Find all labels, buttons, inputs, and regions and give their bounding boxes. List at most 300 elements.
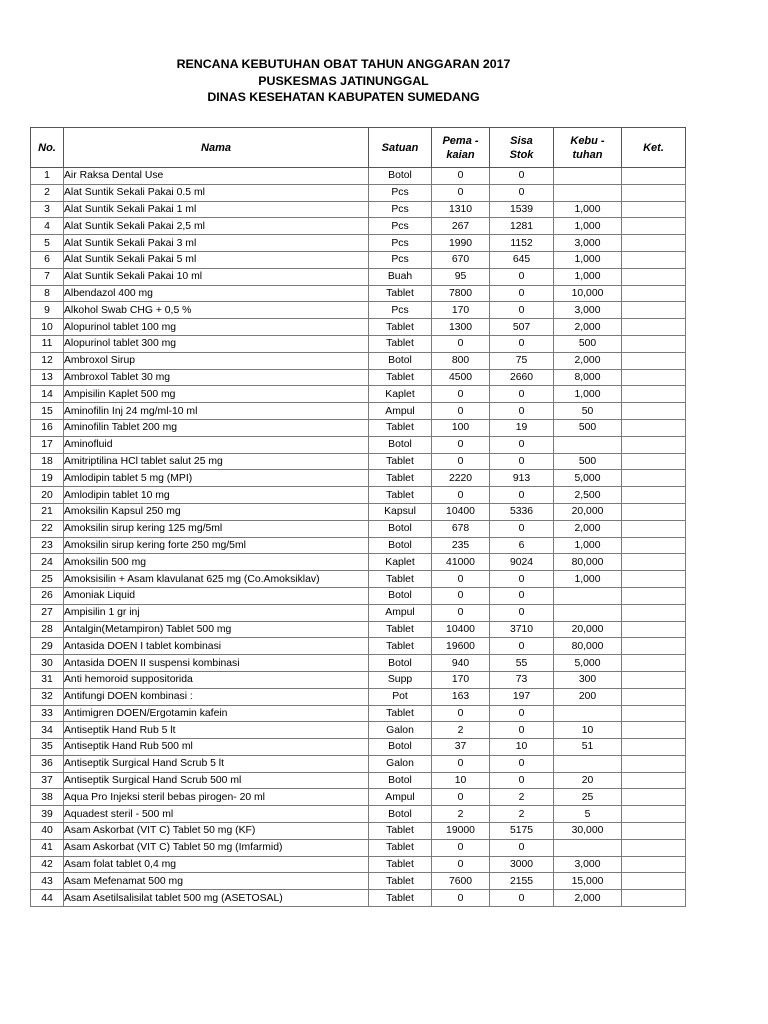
cell-satuan: Supp (369, 671, 432, 688)
cell-pemakaian: 7600 (432, 873, 490, 890)
cell-no: 29 (31, 638, 64, 655)
cell-satuan: Botol (369, 168, 432, 185)
cell-satuan: Pot (369, 688, 432, 705)
cell-satuan: Tablet (369, 823, 432, 840)
cell-nama: Antiseptik Surgical Hand Scrub 5 lt (64, 755, 369, 772)
cell-ket (622, 856, 686, 873)
cell-no: 20 (31, 487, 64, 504)
cell-nama: Amoksilin Kapsul 250 mg (64, 503, 369, 520)
cell-ket (622, 839, 686, 856)
cell-no: 30 (31, 655, 64, 672)
cell-nama: Asam Askorbat (VIT C) Tablet 50 mg (Imfarmid) (64, 839, 369, 856)
cell-pemakaian: 0 (432, 403, 490, 420)
cell-sisa-stok: 10 (490, 739, 554, 756)
table-header (31, 128, 686, 168)
cell-no: 17 (31, 436, 64, 453)
cell-satuan: Botol (369, 352, 432, 369)
table-row (31, 453, 686, 470)
cell-nama: Antiseptik Hand Rub 5 lt (64, 722, 369, 739)
cell-ket (622, 520, 686, 537)
cell-kebutuhan: 1,000 (554, 268, 622, 285)
table-row (31, 218, 686, 235)
cell-no: 32 (31, 688, 64, 705)
cell-ket (622, 890, 686, 907)
cell-sisa-stok: 0 (490, 436, 554, 453)
cell-nama: Anti hemoroid suppositorida (64, 671, 369, 688)
table-row (31, 537, 686, 554)
cell-no: 37 (31, 772, 64, 789)
cell-no: 41 (31, 839, 64, 856)
cell-kebutuhan: 1,000 (554, 571, 622, 588)
cell-sisa-stok: 0 (490, 386, 554, 403)
cell-pemakaian: 0 (432, 755, 490, 772)
table-row (31, 520, 686, 537)
cell-ket (622, 705, 686, 722)
cell-sisa-stok: 5336 (490, 503, 554, 520)
table-row (31, 419, 686, 436)
cell-sisa-stok: 0 (490, 587, 554, 604)
cell-satuan: Galon (369, 755, 432, 772)
cell-pemakaian: 0 (432, 453, 490, 470)
cell-satuan: Tablet (369, 335, 432, 352)
cell-nama: Amitriptilina HCl tablet salut 25 mg (64, 453, 369, 470)
cell-kebutuhan: 2,000 (554, 319, 622, 336)
cell-nama: Amoksilin sirup kering forte 250 mg/5ml (64, 537, 369, 554)
table-row (31, 688, 686, 705)
cell-nama: Antimigren DOEN/Ergotamin kafein (64, 705, 369, 722)
cell-kebutuhan: 5,000 (554, 470, 622, 487)
header-pemakaian-line2: kaian (446, 148, 475, 161)
cell-pemakaian: 1990 (432, 235, 490, 252)
cell-ket (622, 403, 686, 420)
cell-sisa-stok: 0 (490, 839, 554, 856)
cell-ket (622, 302, 686, 319)
cell-ket (622, 470, 686, 487)
cell-satuan: Botol (369, 806, 432, 823)
cell-sisa-stok: 0 (490, 403, 554, 420)
cell-sisa-stok: 0 (490, 302, 554, 319)
table-row (31, 739, 686, 756)
cell-kebutuhan: 20,000 (554, 503, 622, 520)
cell-kebutuhan: 30,000 (554, 823, 622, 840)
cell-ket (622, 319, 686, 336)
cell-sisa-stok: 0 (490, 184, 554, 201)
cell-pemakaian: 2 (432, 806, 490, 823)
cell-kebutuhan: 500 (554, 453, 622, 470)
title-line-dinas: DINAS KESEHATAN KABUPATEN SUMEDANG (207, 90, 480, 104)
cell-sisa-stok: 2 (490, 806, 554, 823)
cell-no: 34 (31, 722, 64, 739)
cell-ket (622, 688, 686, 705)
cell-pemakaian: 0 (432, 386, 490, 403)
cell-no: 23 (31, 537, 64, 554)
cell-ket (622, 739, 686, 756)
cell-kebutuhan: 2,000 (554, 520, 622, 537)
table-body (31, 168, 686, 907)
table-row (31, 235, 686, 252)
cell-ket (622, 621, 686, 638)
cell-nama: Alat Suntik Sekali Pakai 3 ml (64, 235, 369, 252)
cell-nama: Alat Suntik Sekali Pakai 2,5 ml (64, 218, 369, 235)
cell-nama: Antiseptik Surgical Hand Scrub 500 ml (64, 772, 369, 789)
cell-no: 25 (31, 571, 64, 588)
cell-sisa-stok: 913 (490, 470, 554, 487)
document-title-block (0, 56, 687, 106)
cell-sisa-stok: 197 (490, 688, 554, 705)
cell-no: 36 (31, 755, 64, 772)
cell-no: 1 (31, 168, 64, 185)
cell-kebutuhan: 500 (554, 419, 622, 436)
cell-nama: Alkohol Swab CHG + 0,5 % (64, 302, 369, 319)
cell-kebutuhan: 1,000 (554, 201, 622, 218)
cell-sisa-stok: 0 (490, 722, 554, 739)
table-row (31, 823, 686, 840)
table-row (31, 319, 686, 336)
cell-sisa-stok: 0 (490, 705, 554, 722)
cell-ket (622, 251, 686, 268)
cell-sisa-stok: 1152 (490, 235, 554, 252)
cell-sisa-stok: 0 (490, 168, 554, 185)
cell-pemakaian: 0 (432, 571, 490, 588)
cell-kebutuhan (554, 839, 622, 856)
cell-ket (622, 571, 686, 588)
cell-no: 7 (31, 268, 64, 285)
cell-pemakaian: 100 (432, 419, 490, 436)
cell-nama: Alat Suntik Sekali Pakai 10 ml (64, 268, 369, 285)
cell-nama: Amoniak Liquid (64, 587, 369, 604)
cell-satuan: Tablet (369, 705, 432, 722)
cell-pemakaian: 0 (432, 168, 490, 185)
cell-ket (622, 453, 686, 470)
cell-kebutuhan: 2,000 (554, 890, 622, 907)
cell-nama: Aminofluid (64, 436, 369, 453)
cell-ket (622, 487, 686, 504)
table-row (31, 621, 686, 638)
cell-nama: Alopurinol tablet 300 mg (64, 335, 369, 352)
table-row (31, 335, 686, 352)
header-no: No. (31, 128, 64, 168)
cell-kebutuhan (554, 705, 622, 722)
cell-satuan: Pcs (369, 201, 432, 218)
cell-ket (622, 419, 686, 436)
cell-ket (622, 184, 686, 201)
cell-nama: Amlodipin tablet 5 mg (MPI) (64, 470, 369, 487)
cell-ket (622, 268, 686, 285)
cell-pemakaian: 163 (432, 688, 490, 705)
cell-satuan: Ampul (369, 604, 432, 621)
cell-ket (622, 285, 686, 302)
cell-pemakaian: 7800 (432, 285, 490, 302)
cell-nama: Alopurinol tablet 100 mg (64, 319, 369, 336)
table-row (31, 806, 686, 823)
cell-nama: Asam Askorbat (VIT C) Tablet 50 mg (KF) (64, 823, 369, 840)
cell-no: 13 (31, 369, 64, 386)
cell-sisa-stok: 0 (490, 453, 554, 470)
table-row (31, 436, 686, 453)
cell-sisa-stok: 6 (490, 537, 554, 554)
header-pemakaian (432, 128, 490, 168)
cell-nama: Aminofilin Tablet 200 mg (64, 419, 369, 436)
cell-no: 12 (31, 352, 64, 369)
cell-satuan: Ampul (369, 789, 432, 806)
cell-sisa-stok: 0 (490, 755, 554, 772)
table-row (31, 285, 686, 302)
table-row (31, 671, 686, 688)
cell-ket (622, 789, 686, 806)
cell-nama: Alat Suntik Sekali Pakai 5 ml (64, 251, 369, 268)
table-row (31, 839, 686, 856)
cell-ket (622, 873, 686, 890)
cell-satuan: Tablet (369, 890, 432, 907)
cell-sisa-stok: 0 (490, 335, 554, 352)
cell-kebutuhan: 50 (554, 403, 622, 420)
cell-no: 14 (31, 386, 64, 403)
cell-sisa-stok: 0 (490, 520, 554, 537)
cell-ket (622, 537, 686, 554)
cell-no: 3 (31, 201, 64, 218)
cell-satuan: Buah (369, 268, 432, 285)
cell-no: 2 (31, 184, 64, 201)
cell-ket (622, 503, 686, 520)
cell-no: 11 (31, 335, 64, 352)
table-row (31, 571, 686, 588)
cell-kebutuhan: 20 (554, 772, 622, 789)
medicine-needs-table (30, 127, 686, 907)
cell-kebutuhan: 300 (554, 671, 622, 688)
cell-ket (622, 554, 686, 571)
table-row (31, 604, 686, 621)
cell-satuan: Pcs (369, 235, 432, 252)
cell-satuan: Kaplet (369, 386, 432, 403)
table-row (31, 722, 686, 739)
cell-sisa-stok: 5175 (490, 823, 554, 840)
cell-kebutuhan: 15,000 (554, 873, 622, 890)
header-satuan: Satuan (369, 128, 432, 168)
cell-ket (622, 638, 686, 655)
header-pemakaian-line1: Pema - (442, 134, 479, 147)
cell-kebutuhan: 1,000 (554, 386, 622, 403)
cell-sisa-stok: 0 (490, 604, 554, 621)
cell-pemakaian: 95 (432, 268, 490, 285)
cell-kebutuhan (554, 436, 622, 453)
cell-sisa-stok: 3000 (490, 856, 554, 873)
cell-kebutuhan: 5,000 (554, 655, 622, 672)
cell-kebutuhan: 51 (554, 739, 622, 756)
header-kebutuhan (554, 128, 622, 168)
cell-pemakaian: 0 (432, 705, 490, 722)
cell-ket (622, 587, 686, 604)
cell-sisa-stok: 1539 (490, 201, 554, 218)
cell-ket (622, 168, 686, 185)
cell-satuan: Pcs (369, 184, 432, 201)
cell-pemakaian: 41000 (432, 554, 490, 571)
cell-no: 16 (31, 419, 64, 436)
cell-sisa-stok: 507 (490, 319, 554, 336)
cell-satuan: Botol (369, 655, 432, 672)
cell-kebutuhan (554, 168, 622, 185)
table-row (31, 705, 686, 722)
cell-sisa-stok: 9024 (490, 554, 554, 571)
cell-kebutuhan: 1,000 (554, 251, 622, 268)
cell-pemakaian: 0 (432, 856, 490, 873)
cell-kebutuhan: 80,000 (554, 638, 622, 655)
cell-ket (622, 436, 686, 453)
cell-pemakaian: 37 (432, 739, 490, 756)
cell-pemakaian: 940 (432, 655, 490, 672)
title-line-plan: RENCANA KEBUTUHAN OBAT TAHUN ANGGARAN 2017 (176, 57, 511, 71)
cell-pemakaian: 2220 (432, 470, 490, 487)
cell-ket (622, 755, 686, 772)
cell-kebutuhan (554, 755, 622, 772)
cell-nama: Ampisilin Kaplet 500 mg (64, 386, 369, 403)
cell-satuan: Kaplet (369, 554, 432, 571)
cell-ket (622, 335, 686, 352)
cell-kebutuhan: 3,000 (554, 302, 622, 319)
cell-pemakaian: 0 (432, 487, 490, 504)
cell-no: 22 (31, 520, 64, 537)
table-row (31, 587, 686, 604)
header-ket: Ket. (622, 128, 686, 168)
cell-no: 18 (31, 453, 64, 470)
table-row (31, 201, 686, 218)
cell-satuan: Tablet (369, 285, 432, 302)
cell-satuan: Tablet (369, 453, 432, 470)
cell-pemakaian: 0 (432, 839, 490, 856)
cell-pemakaian: 0 (432, 604, 490, 621)
cell-ket (622, 823, 686, 840)
cell-satuan: Galon (369, 722, 432, 739)
cell-sisa-stok: 2155 (490, 873, 554, 890)
table-row (31, 638, 686, 655)
cell-pemakaian: 678 (432, 520, 490, 537)
cell-sisa-stok: 1281 (490, 218, 554, 235)
cell-kebutuhan: 500 (554, 335, 622, 352)
cell-ket (622, 806, 686, 823)
cell-sisa-stok: 3710 (490, 621, 554, 638)
cell-nama: Ampisilin 1 gr inj (64, 604, 369, 621)
cell-nama: Antasida DOEN II suspensi kombinasi (64, 655, 369, 672)
cell-ket (622, 671, 686, 688)
cell-no: 42 (31, 856, 64, 873)
cell-pemakaian: 19600 (432, 638, 490, 655)
cell-no: 28 (31, 621, 64, 638)
cell-satuan: Tablet (369, 369, 432, 386)
cell-kebutuhan: 1,000 (554, 218, 622, 235)
cell-satuan: Kapsul (369, 503, 432, 520)
table-row (31, 369, 686, 386)
cell-pemakaian: 0 (432, 436, 490, 453)
cell-no: 33 (31, 705, 64, 722)
cell-satuan: Pcs (369, 251, 432, 268)
cell-pemakaian: 670 (432, 251, 490, 268)
cell-satuan: Botol (369, 587, 432, 604)
cell-no: 8 (31, 285, 64, 302)
cell-kebutuhan: 10 (554, 722, 622, 739)
cell-kebutuhan: 8,000 (554, 369, 622, 386)
cell-ket (622, 201, 686, 218)
cell-satuan: Botol (369, 520, 432, 537)
cell-nama: Antifungi DOEN kombinasi : (64, 688, 369, 705)
cell-sisa-stok: 0 (490, 285, 554, 302)
cell-kebutuhan: 1,000 (554, 537, 622, 554)
cell-satuan: Tablet (369, 873, 432, 890)
cell-sisa-stok: 75 (490, 352, 554, 369)
cell-nama: Amlodipin tablet 10 mg (64, 487, 369, 504)
table-row (31, 302, 686, 319)
cell-nama: Alat Suntik Sekali Pakai 0.5 ml (64, 184, 369, 201)
cell-no: 4 (31, 218, 64, 235)
cell-kebutuhan (554, 184, 622, 201)
cell-sisa-stok: 645 (490, 251, 554, 268)
cell-satuan: Botol (369, 537, 432, 554)
cell-pemakaian: 0 (432, 335, 490, 352)
cell-pemakaian: 0 (432, 789, 490, 806)
cell-ket (622, 386, 686, 403)
table-row (31, 268, 686, 285)
cell-no: 38 (31, 789, 64, 806)
cell-satuan: Botol (369, 739, 432, 756)
cell-satuan: Tablet (369, 856, 432, 873)
title-line-puskesmas: PUSKESMAS JATINUNGGAL (258, 73, 429, 88)
cell-pemakaian: 4500 (432, 369, 490, 386)
cell-no: 27 (31, 604, 64, 621)
cell-no: 10 (31, 319, 64, 336)
cell-satuan: Tablet (369, 319, 432, 336)
cell-no: 19 (31, 470, 64, 487)
cell-sisa-stok: 2660 (490, 369, 554, 386)
cell-pemakaian: 0 (432, 890, 490, 907)
cell-no: 15 (31, 403, 64, 420)
cell-nama: Alat Suntik Sekali Pakai 1 ml (64, 201, 369, 218)
cell-nama: Aqua Pro Injeksi steril bebas pirogen- 20 ml (64, 789, 369, 806)
cell-nama: Amoksilin 500 mg (64, 554, 369, 571)
cell-sisa-stok: 19 (490, 419, 554, 436)
cell-sisa-stok: 0 (490, 772, 554, 789)
table-row (31, 487, 686, 504)
cell-satuan: Ampul (369, 403, 432, 420)
cell-ket (622, 352, 686, 369)
header-row (31, 128, 686, 168)
cell-kebutuhan: 3,000 (554, 856, 622, 873)
cell-nama: Air Raksa Dental Use (64, 168, 369, 185)
table-row (31, 856, 686, 873)
cell-ket (622, 722, 686, 739)
cell-nama: Asam Mefenamat 500 mg (64, 873, 369, 890)
cell-pemakaian: 0 (432, 587, 490, 604)
cell-pemakaian: 235 (432, 537, 490, 554)
cell-nama: Antasida DOEN I tablet kombinasi (64, 638, 369, 655)
cell-kebutuhan: 10,000 (554, 285, 622, 302)
cell-satuan: Tablet (369, 571, 432, 588)
cell-kebutuhan: 5 (554, 806, 622, 823)
cell-ket (622, 235, 686, 252)
cell-kebutuhan (554, 604, 622, 621)
table-row (31, 554, 686, 571)
cell-no: 40 (31, 823, 64, 840)
table-row (31, 352, 686, 369)
header-sisa-line2: Stok (509, 148, 534, 161)
cell-pemakaian: 170 (432, 671, 490, 688)
table-row (31, 873, 686, 890)
cell-no: 35 (31, 739, 64, 756)
cell-no: 43 (31, 873, 64, 890)
table-row (31, 503, 686, 520)
cell-nama: Aminofilin Inj 24 mg/ml-10 ml (64, 403, 369, 420)
table-row (31, 184, 686, 201)
cell-satuan: Tablet (369, 638, 432, 655)
cell-ket (622, 369, 686, 386)
cell-pemakaian: 10400 (432, 503, 490, 520)
